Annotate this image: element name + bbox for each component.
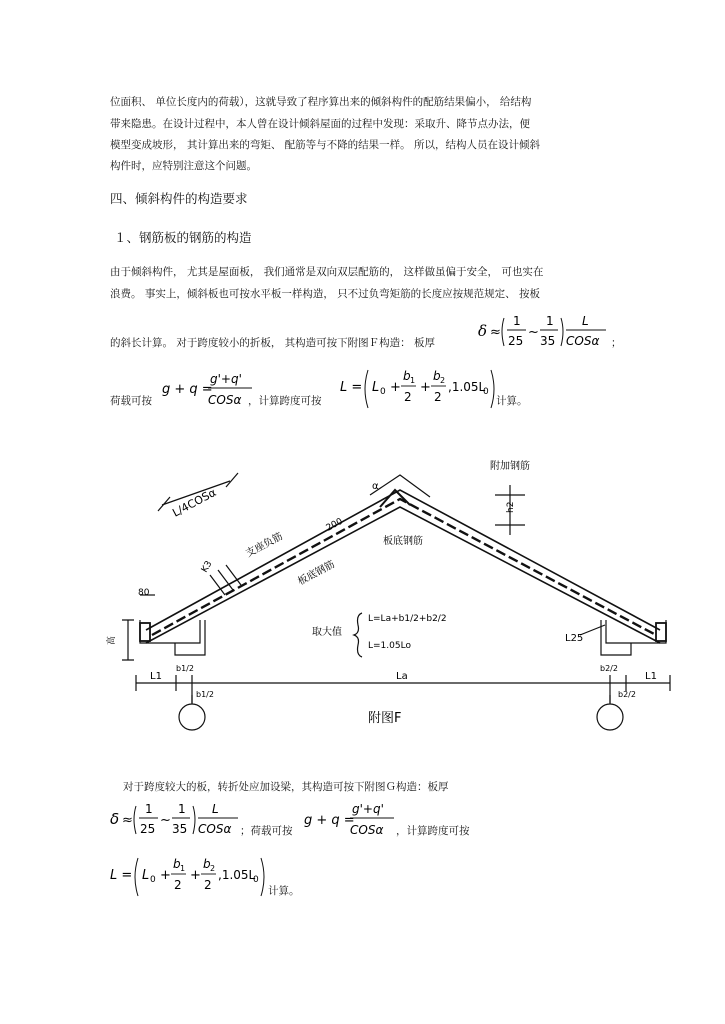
label-l25: L25	[565, 633, 584, 644]
svg-text:~: ~	[528, 325, 539, 340]
svg-text:1: 1	[546, 314, 554, 328]
svg-text:2: 2	[210, 864, 216, 873]
subsection-heading: １、钢筋板的钢筋的构造	[114, 230, 252, 245]
svg-text:1: 1	[513, 314, 521, 328]
paragraph-2-line-4-end: 计算。	[496, 395, 528, 407]
label-l-over-4cos: L/4COSα	[170, 485, 219, 520]
svg-text:0: 0	[253, 875, 259, 885]
paragraph-1-line-3: 模型变成坡形， 其计算出来的弯矩、 配筋等与不降的结果一样。 所以，结构人员在设计倾斜	[110, 139, 541, 151]
svg-text:2: 2	[174, 878, 182, 892]
paragraph-1-line-2: 带来隐患。在设计过程中，本人曾在设计倾斜屋面的过程中发现：采取升、降节点办法，便	[110, 118, 530, 130]
label-take-max: 取大值	[312, 627, 342, 638]
formula-span-2	[108, 850, 270, 900]
label-alpha: α	[372, 481, 379, 492]
svg-text:35: 35	[540, 334, 556, 348]
svg-text:g + q =: g + q =	[304, 813, 355, 828]
svg-text:2: 2	[440, 376, 446, 385]
svg-text:COSα: COSα	[198, 822, 232, 836]
svg-text:35: 35	[172, 822, 188, 836]
paragraph-3-line-3-end: 计算。	[268, 885, 300, 897]
label-b2-bottom: b2/2	[618, 690, 636, 699]
label-80: 80	[138, 588, 150, 598]
paragraph-1-line-4: 构件时，应特别注意这个问题。	[110, 160, 257, 172]
paragraph-2-line-4-prefix: 荷载可按	[110, 395, 152, 407]
svg-text:,1.05L: ,1.05L	[448, 380, 486, 394]
svg-text:b: b	[403, 369, 411, 383]
label-bottom-rebar-ridge: 板底钢筋	[383, 536, 423, 547]
paragraph-2-line-3: 的斜长计算。 对于跨度较小的折板， 其构造可按下附图Ｆ构造： 板厚	[110, 337, 436, 349]
svg-text:COSα: COSα	[566, 334, 600, 348]
label-h2: h2	[506, 501, 516, 513]
formula-span-1	[338, 362, 500, 412]
svg-text:0: 0	[380, 387, 386, 397]
svg-text:g'+q': g'+q'	[210, 372, 242, 386]
svg-text:2: 2	[204, 878, 212, 892]
svg-text:L: L	[582, 314, 589, 328]
svg-text:+: +	[420, 380, 431, 395]
label-l1-left: L1	[150, 671, 162, 682]
label-formula-b: L=1.05Lo	[368, 641, 411, 651]
svg-text:1: 1	[145, 802, 153, 816]
paragraph-2-line-1: 由于倾斜构件， 尤其是屋面板， 我们通常是双向双层配筋的， 这样做虽偏于安全， 可也实在	[110, 266, 544, 278]
svg-text:L: L	[212, 802, 219, 816]
svg-text:1: 1	[178, 802, 186, 816]
paragraph-1-line-1: 位面积、 单位长度内的荷载），这就导致了程序算出来的倾斜构件的配筋结果偏小， 给结构	[110, 96, 532, 108]
section-heading: 四、倾斜构件的构造要求	[110, 191, 248, 206]
svg-text:g'+q': g'+q'	[352, 802, 384, 816]
label-additional-rebar: 附加钢筋	[490, 461, 530, 472]
svg-text:L: L	[372, 380, 380, 395]
paragraph-2-line-3-end: ；	[611, 337, 622, 349]
svg-text:~: ~	[160, 813, 171, 828]
svg-text:b: b	[173, 857, 181, 871]
label-height-left: 高	[107, 635, 117, 645]
label-b2-top: b2/2	[600, 664, 618, 673]
label-la: La	[396, 671, 408, 682]
svg-text:2: 2	[404, 390, 412, 404]
label-200: 200	[324, 516, 345, 534]
svg-text:g + q =: g + q =	[162, 382, 213, 397]
label-l1-right: L1	[645, 671, 657, 682]
figure-f-drawing	[100, 445, 700, 745]
paragraph-2-line-2: 浪费。 事实上，倾斜板也可按水平板一样构造， 只不过负弯矩筋的长度应按规范规定、 按板	[110, 288, 541, 300]
svg-text:COSα: COSα	[350, 823, 384, 837]
formula-thickness-1	[474, 306, 624, 358]
svg-text:b: b	[203, 857, 211, 871]
label-k3: K3	[199, 559, 215, 575]
svg-text:25: 25	[140, 822, 156, 836]
paragraph-3-line-2-end: ，计算跨度可按	[396, 825, 470, 837]
svg-text:25: 25	[508, 334, 524, 348]
label-b1-bottom: b1/2	[196, 690, 214, 699]
label-support-negative-rebar: 支座负筋	[244, 531, 285, 560]
svg-text:1: 1	[410, 376, 416, 385]
label-formula-a: L=La+b1/2+b2/2	[368, 614, 447, 624]
paragraph-3-line-2-mid: ；荷载可按	[240, 825, 293, 837]
svg-text:L: L	[142, 868, 150, 883]
svg-text:0: 0	[150, 875, 156, 885]
formula-load-1	[160, 366, 256, 412]
svg-text:+: +	[160, 868, 171, 883]
svg-text:0: 0	[483, 387, 489, 397]
formula-load-2	[302, 796, 398, 842]
svg-text:,1.05L: ,1.05L	[218, 868, 256, 882]
svg-text:δ: δ	[478, 322, 488, 340]
formula-thickness-2	[108, 796, 242, 844]
paragraph-3-line-1: 对于跨度较大的板，转折处应加设梁，其构造可按下附图Ｇ构造：板厚	[123, 781, 449, 793]
svg-text:L =: L =	[340, 380, 363, 395]
paragraph-2-line-4-mid: ，计算跨度可按	[248, 395, 322, 407]
svg-text:1: 1	[180, 864, 186, 873]
label-b1-top: b1/2	[176, 664, 194, 673]
svg-text:+: +	[390, 380, 401, 395]
svg-text:+: +	[190, 868, 201, 883]
svg-text:2: 2	[434, 390, 442, 404]
svg-text:≈: ≈	[122, 813, 133, 828]
svg-text:L =: L =	[110, 868, 133, 883]
svg-text:δ: δ	[110, 810, 120, 828]
svg-text:COSα: COSα	[208, 393, 242, 407]
label-bottom-rebar-left: 板底钢筋	[296, 559, 337, 588]
svg-text:b: b	[433, 369, 441, 383]
svg-text:≈: ≈	[490, 325, 501, 340]
figure-caption: 附图F	[368, 711, 402, 726]
